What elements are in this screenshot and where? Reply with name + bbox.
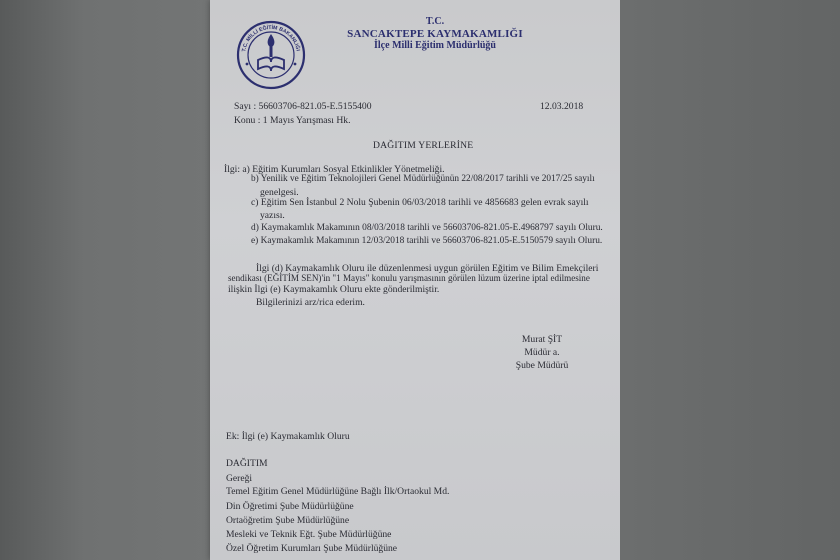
ministry-seal-icon [236, 20, 306, 90]
distribution-heading: DAĞITIM [226, 458, 268, 469]
document-date: 12.03.2018 [540, 101, 584, 112]
recipient-heading: DAĞITIM YERLERİNE [373, 140, 474, 151]
letterhead-mudurluk: İlçe Milli Eğitim Müdürlüğü [374, 40, 496, 52]
distribution-item: Temel Eğitim Genel Müdürlüğüne Bağlı İlk/Ortaokul Md. [226, 486, 450, 497]
svg-text:T.C. MİLLİ EĞİTİM BAKANLIĞI: T.C. MİLLİ EĞİTİM BAKANLIĞI [241, 24, 301, 53]
letterhead-kaymakamlik: SANCAKTEPE KAYMAKAMLIĞI [347, 27, 523, 40]
document-subject: Konu : 1 Mayıs Yarışması Hk. [234, 115, 351, 126]
distribution-item: Mesleki ve Teknik Eğt. Şube Müdürlüğüne [226, 529, 392, 540]
body-line-2: sendikası (EĞİTİM SEN)'in "1 Mayıs" konulu yarışmasının görülen lüzum üzerine iptal edilmesine [228, 273, 590, 283]
reference-b-cont: genelgesi. [260, 187, 299, 198]
distribution-item: Din Öğretimi Şube Müdürlüğüne [226, 501, 354, 512]
distribution-item: Özel Öğretim Kurumları Şube Müdürlüğüne [226, 543, 398, 554]
reference-e: e) Kaymakamlık Makamının 12/03/2018 tarihli ve 56603706-821.05-E.5150579 sayılı Oluru. [251, 236, 603, 246]
body-line-1: İlgi (d) Kaymakamlık Oluru ile düzenlenmesi uygun görülen Eğitim ve Bilim Emekçileri [256, 263, 599, 274]
reference-c-cont: yazısı. [260, 210, 285, 221]
document-number: Sayı : 56603706-821.05-E.5155400 [234, 101, 372, 112]
letterhead [340, 16, 530, 52]
letterhead-tc: T.C. [425, 16, 445, 27]
signature-title: Şube Müdürü [515, 360, 569, 371]
reference-c: c) Eğitim Sen İstanbul 2 Nolu Şubenin 06/03/2018 tarihli ve 4856683 gelen evrak sayılı [251, 197, 589, 208]
closing-line: Bilgilerinizi arz/rica ederim. [256, 297, 365, 308]
body-line-3: ilişkin İlgi (e) Kaymakamlık Oluru ekte gönderilmiştir. [228, 284, 440, 295]
reference-d: d) Kaymakamlık Makamının 08/03/2018 tarihli ve 56603706-821.05-E.4968797 sayılı Oluru. [251, 223, 603, 233]
reference-a: İlgi: a) Eğitim Kurumları Sosyal Etkinlikler Yönetmeliği. [224, 164, 445, 175]
reference-b: b) Yenilik ve Eğitim Teknolojileri Genel Müdürlüğünün 22/08/2017 tarihli ve 2017/25 sayılı [251, 174, 595, 184]
signature-name: Murat ŞİT [521, 334, 563, 345]
signature-role: Müdür a. [524, 347, 560, 358]
attachment-line: Ek: İlgi (e) Kaymakamlık Oluru [226, 431, 350, 442]
official-letter [210, 0, 622, 560]
distribution-item: Ortaöğretim Şube Müdürlüğüne [226, 515, 350, 526]
distribution-item: Gereği [226, 473, 253, 484]
